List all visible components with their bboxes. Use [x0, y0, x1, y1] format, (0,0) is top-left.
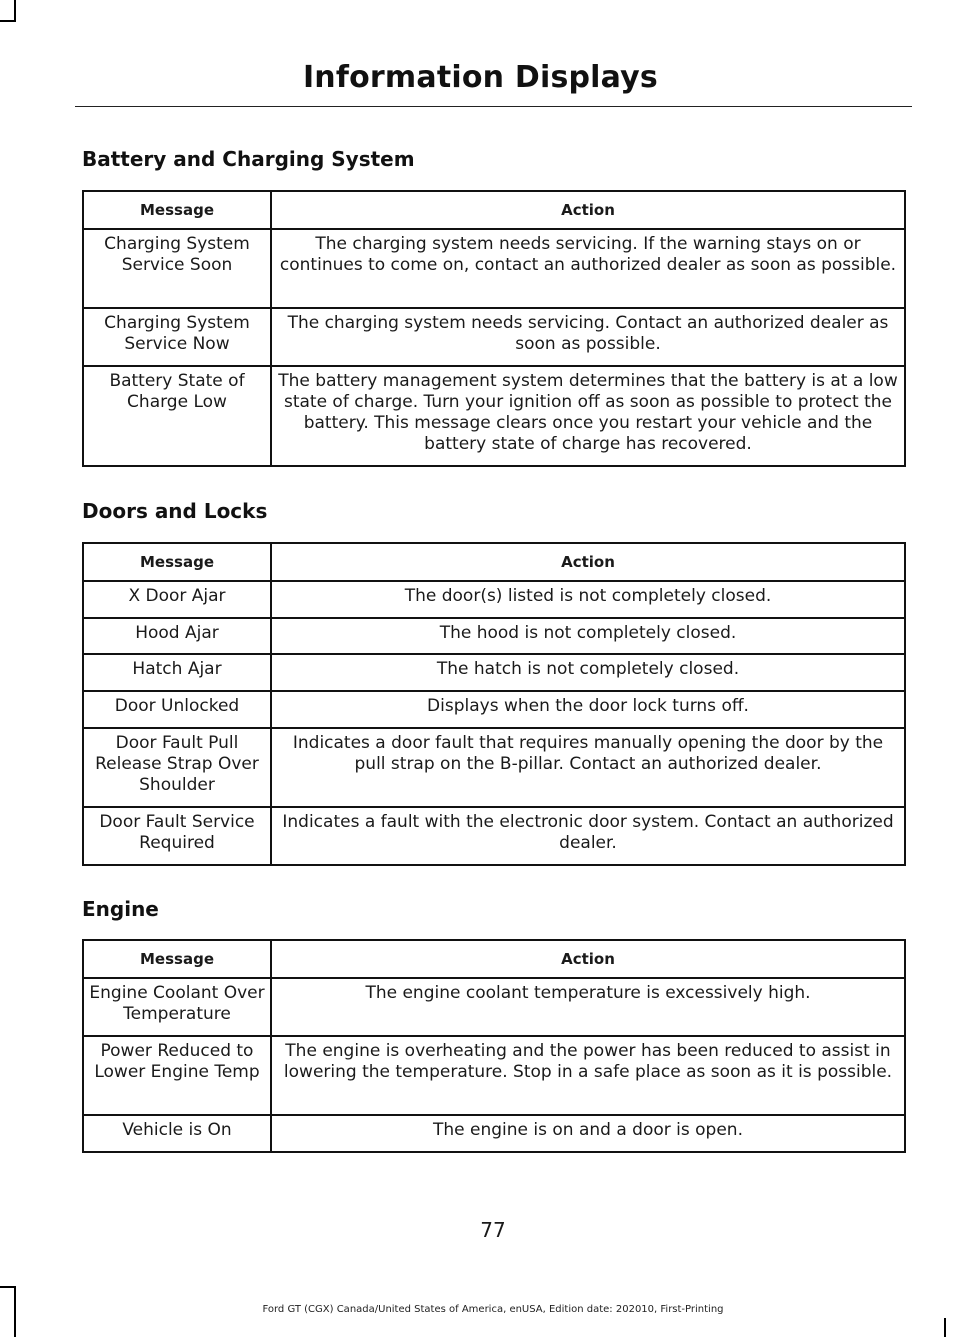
- message-cell: Hatch Ajar: [83, 654, 271, 691]
- table-row: [83, 581, 905, 618]
- header-divider: [75, 106, 912, 107]
- message-cell: X Door Ajar: [83, 581, 271, 618]
- page-number: 77: [480, 1218, 506, 1242]
- column-header-action: Action: [271, 191, 905, 229]
- action-cell: The battery management system determines that the battery is at a low state of charge. Turn your ignition off as soon as possible to protect the battery. This message clears once you restart your vehicle and the battery state of charge has recovered.: [271, 366, 905, 466]
- table-row: [83, 229, 905, 308]
- table-row: [83, 728, 905, 807]
- action-cell: The charging system needs servicing. If the warning stays on or continues to come on, contact an authorized dealer as soon as possible.: [271, 229, 905, 308]
- action-cell: Indicates a fault with the electronic door system. Contact an authorized dealer.: [271, 807, 905, 865]
- action-cell: The door(s) listed is not completely closed.: [271, 581, 905, 618]
- message-cell: Vehicle is On: [83, 1115, 271, 1152]
- section-title-engine: Engine: [82, 897, 159, 921]
- message-cell: Charging System Service Soon: [83, 229, 271, 308]
- crop-mark: [0, 20, 16, 22]
- page-title: Information Displays: [302, 60, 658, 95]
- table-header-row: [83, 940, 905, 978]
- column-header-message: Message: [83, 191, 271, 229]
- action-cell: The hatch is not completely closed.: [271, 654, 905, 691]
- section-title-doors: Doors and Locks: [82, 499, 268, 523]
- edition-footer: Ford GT (CGX) Canada/United States of America, enUSA, Edition date: 202010, First-Printing: [262, 1304, 724, 1315]
- table-header-row: [83, 191, 905, 229]
- message-cell: Engine Coolant Over Temperature: [83, 978, 271, 1036]
- table-row: [83, 1115, 905, 1152]
- action-cell: Displays when the door lock turns off.: [271, 691, 905, 728]
- battery-message-table: [82, 190, 906, 467]
- crop-mark: [14, 0, 16, 20]
- message-cell: Door Unlocked: [83, 691, 271, 728]
- table-row: [83, 308, 905, 366]
- table-row: [83, 807, 905, 865]
- column-header-action: Action: [271, 940, 905, 978]
- engine-message-table: [82, 939, 906, 1153]
- message-cell: Power Reduced to Lower Engine Temp: [83, 1036, 271, 1115]
- column-header-message: Message: [83, 543, 271, 581]
- action-cell: The engine is on and a door is open.: [271, 1115, 905, 1152]
- table-row: [83, 618, 905, 654]
- action-cell: The engine is overheating and the power has been reduced to assist in lowering the temperature. Stop in a safe place as soon as it is possible.: [271, 1036, 905, 1115]
- message-cell: Charging System Service Now: [83, 308, 271, 366]
- message-cell: Door Fault Pull Release Strap Over Shoulder: [83, 728, 271, 807]
- crop-mark: [0, 1286, 16, 1288]
- table-row: [83, 691, 905, 728]
- action-cell: The charging system needs servicing. Contact an authorized dealer as soon as possible.: [271, 308, 905, 366]
- doors-message-table: [82, 542, 906, 866]
- message-cell: Door Fault Service Required: [83, 807, 271, 865]
- message-cell: Battery State of Charge Low: [83, 366, 271, 466]
- action-cell: The hood is not completely closed.: [271, 618, 905, 654]
- table-row: [83, 1036, 905, 1115]
- crop-mark: [944, 1318, 946, 1337]
- action-cell: Indicates a door fault that requires manually opening the door by the pull strap on the B-pillar. Contact an authorized dealer.: [271, 728, 905, 807]
- table-row: [83, 654, 905, 691]
- action-cell: The engine coolant temperature is excessively high.: [271, 978, 905, 1036]
- table-row: [83, 366, 905, 466]
- section-title-battery: Battery and Charging System: [82, 147, 415, 171]
- table-header-row: [83, 543, 905, 581]
- table-row: [83, 978, 905, 1036]
- message-cell: Hood Ajar: [83, 618, 271, 654]
- column-header-message: Message: [83, 940, 271, 978]
- column-header-action: Action: [271, 543, 905, 581]
